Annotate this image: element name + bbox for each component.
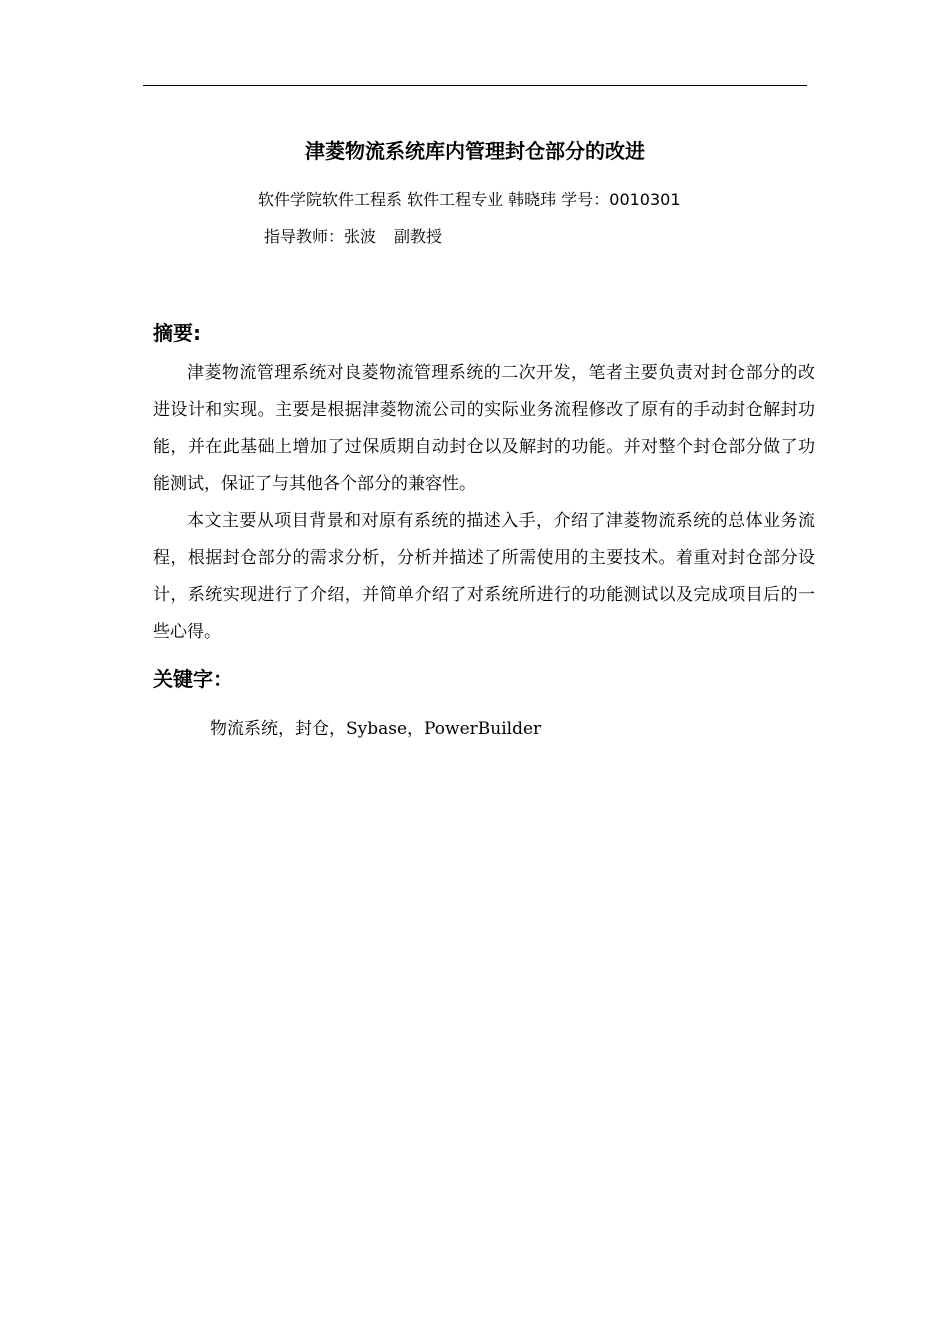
keywords-list: 物流系统，封仓，Sybase，PowerBuilder — [210, 719, 542, 739]
advisor-rank: 副教授 — [394, 227, 443, 246]
abstract-paragraph: 本文主要从项目背景和对原有系统的描述入手，介绍了津菱物流系统的总体业务流程，根据封仓部分的需求分析，分析并描述了所需使用的主要技术。着重对封仓部分设计，系统实现进行了介绍，并简单介绍了对系统所进行的功能测试以及完成项目后的一些心得。 — [153, 511, 815, 642]
author-info: 软件学院软件工程系 软件工程专业 韩晓玮 学号：0010301 — [258, 190, 681, 209]
header-rule — [143, 85, 807, 86]
keywords-heading: 关键字： — [153, 667, 233, 691]
abstract-body — [153, 355, 815, 651]
advisor-name: 指导教师：张波 — [264, 227, 377, 246]
paper-title: 津菱物流系统库内管理封仓部分的改进 — [305, 139, 645, 163]
advisor-info — [264, 225, 442, 249]
abstract-paragraph: 津菱物流管理系统对良菱物流管理系统的二次开发，笔者主要负责对封仓部分的改进设计和实现。主要是根据津菱物流公司的实际业务流程修改了原有的手动封仓解封功能，并在此基础上增加了过保质期自动封仓以及解封的功能。并对整个封仓部分做了功能测试，保证了与其他各个部分的兼容性。 — [153, 363, 815, 494]
abstract-heading: 摘要: — [153, 321, 201, 345]
